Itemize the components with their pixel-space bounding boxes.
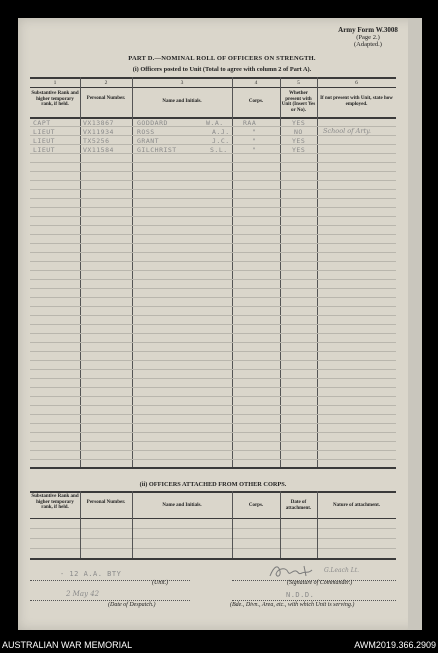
table1-row-rule: [30, 378, 396, 379]
form-number: Army Form W.3008: [338, 26, 398, 34]
header-personal-number: Personal Number.: [86, 96, 126, 101]
table1-number-rule: [30, 87, 396, 88]
table1-row-rule: [30, 450, 396, 451]
table1-row-rule: [30, 252, 396, 253]
table2-top-rule: [30, 491, 396, 493]
table1-row-rule: [30, 360, 396, 361]
column-number-1: 1: [53, 80, 57, 86]
table2-row-rule: [30, 548, 396, 549]
table1-row-rule: [30, 315, 396, 316]
table1-row-rule: [30, 396, 396, 397]
table1-row-rule: [30, 279, 396, 280]
table1-row-rule: [30, 243, 396, 244]
table1-row-rule: [30, 432, 396, 433]
table2-row-rule: [30, 538, 396, 539]
signature-label: (Signature of Commander.): [287, 580, 353, 586]
signature-value: G.Leach Lt.: [324, 567, 360, 574]
bde-value: N.D.D.: [286, 591, 315, 599]
bde-label: (Bde., Divn., Area, etc., with which Unit is serving.): [230, 602, 355, 608]
table1-bottom-rule: [30, 467, 396, 469]
column-number-6: 6: [355, 80, 358, 86]
officer-present: YES: [292, 137, 306, 145]
t2-col-divider-2: [132, 491, 133, 558]
form-identifier: [318, 27, 418, 48]
header-employment: If not present with Unit, state how employed.: [320, 96, 393, 107]
table1-row-rule: [30, 288, 396, 289]
t2-header-rank: Substantive Rank and higher temporary rank, if held.: [31, 494, 79, 510]
unit-value: - 12 A.A. BTY: [60, 570, 122, 578]
table1-row-rule: [30, 171, 396, 172]
despatch-dotted-line: [30, 600, 190, 601]
t2-header-date: Date of attachment.: [285, 500, 312, 511]
commander-signature: [268, 562, 318, 580]
officer-corps: ": [252, 137, 257, 145]
column-number-5: 5: [297, 80, 300, 86]
table1-row-rule: [30, 189, 396, 190]
table1-row-rule: [30, 261, 396, 262]
table1-row-rule: [30, 297, 396, 298]
officer-initials: J.C.: [212, 137, 230, 145]
officer-rank: LIEUT: [33, 146, 56, 154]
officer-rank: CAPT: [33, 119, 51, 127]
officer-initials: W.A.: [206, 119, 224, 127]
table1-row-rule: [30, 324, 396, 325]
column-number-4: 4: [254, 80, 258, 86]
column-number-2: 2: [104, 80, 108, 86]
officer-number: VX11584: [83, 146, 114, 154]
table1-row-rule: [30, 414, 396, 415]
table1-row-rule: [30, 216, 396, 217]
officer-name: GODDARD: [137, 119, 168, 127]
table2-bottom-rule: [30, 558, 396, 560]
table1-row-rule: [30, 351, 396, 352]
officer-present: YES: [292, 146, 306, 154]
officer-rank: LIEUT: [33, 128, 56, 136]
officer-corps: RAA: [243, 119, 257, 127]
table1-row-rule: [30, 369, 396, 370]
table1-row-rule: [30, 207, 396, 208]
officer-number: VX11934: [83, 128, 114, 136]
bde-dotted-line: [232, 600, 396, 601]
caption-accession: AWM2019.366.2909: [354, 640, 436, 650]
unit-label: (Unit.): [152, 580, 169, 586]
officer-present: YES: [292, 119, 306, 127]
despatch-value: 2 May 42: [66, 590, 100, 598]
t2-header-corps: Corps.: [248, 503, 264, 508]
table1-row-rule: [30, 198, 396, 199]
officer-name: ROSS: [137, 128, 155, 136]
header-name: Name and Initials.: [162, 99, 202, 104]
table1-row-rule: [30, 306, 396, 307]
officer-number: TX5256: [83, 137, 110, 145]
sheet-edge: [408, 18, 422, 630]
table1-row-rule: [30, 441, 396, 442]
table1-row-rule: [30, 270, 396, 271]
officer-name: GILCHRIST: [137, 146, 177, 154]
table1-row-rule: [30, 234, 396, 235]
t2-header-nature: Nature of attachment.: [333, 503, 380, 508]
officer-initials: A.J.: [212, 128, 230, 136]
despatch-label: (Date of Despatch.): [108, 602, 156, 608]
table1-row-rule: [30, 459, 396, 460]
t2-header-personal-number: Personal Number.: [86, 500, 126, 505]
officer-corps: ": [252, 128, 257, 136]
column-number-3: 3: [180, 80, 184, 86]
table1-row-rule: [30, 333, 396, 334]
table1-row-rule: [30, 225, 396, 226]
t2-col-divider-3: [232, 491, 233, 558]
officer-employment: School of Arty.: [323, 127, 371, 135]
table1-row-rule: [30, 387, 396, 388]
table1-row-rule: [30, 342, 396, 343]
t2-header-name: Name and Initials.: [162, 503, 202, 508]
form-page: (Page 2.): [356, 34, 380, 41]
table1-row-rule: [30, 405, 396, 406]
header-rank: Substantive Rank and higher temporary rank, if held.: [31, 91, 79, 107]
section2-title: (ii) OFFICERS ATTACHED FROM OTHER CORPS.: [139, 481, 287, 488]
table1-row-rule: [30, 180, 396, 181]
officer-number: VX13867: [83, 119, 114, 127]
section1-title: (i) Officers posted to Unit (Total to agree with column 2 of Part A).: [132, 66, 312, 73]
officer-corps: ": [252, 146, 257, 154]
table1-row-rule: [30, 162, 396, 163]
officer-rank: LIEUT: [33, 137, 56, 145]
table2-row-rule: [30, 528, 396, 529]
caption-institution: AUSTRALIAN WAR MEMORIAL: [2, 640, 133, 650]
part-title: PART D.—NOMINAL ROLL OF OFFICERS ON STRENGTH.: [128, 55, 316, 62]
header-corps: Corps.: [248, 99, 264, 104]
officer-present: NO: [294, 128, 303, 136]
officer-initials: S.L.: [210, 146, 228, 154]
header-present: Whether present with Unit (Insert Yes or No).: [281, 91, 316, 113]
table2-header-rule: [30, 518, 396, 519]
table1-row-rule: [30, 423, 396, 424]
form-status: (Adapted.): [354, 41, 382, 48]
officer-name: GRANT: [137, 137, 160, 145]
table1-top-rule: [30, 77, 396, 79]
t2-col-divider-5: [317, 491, 318, 558]
